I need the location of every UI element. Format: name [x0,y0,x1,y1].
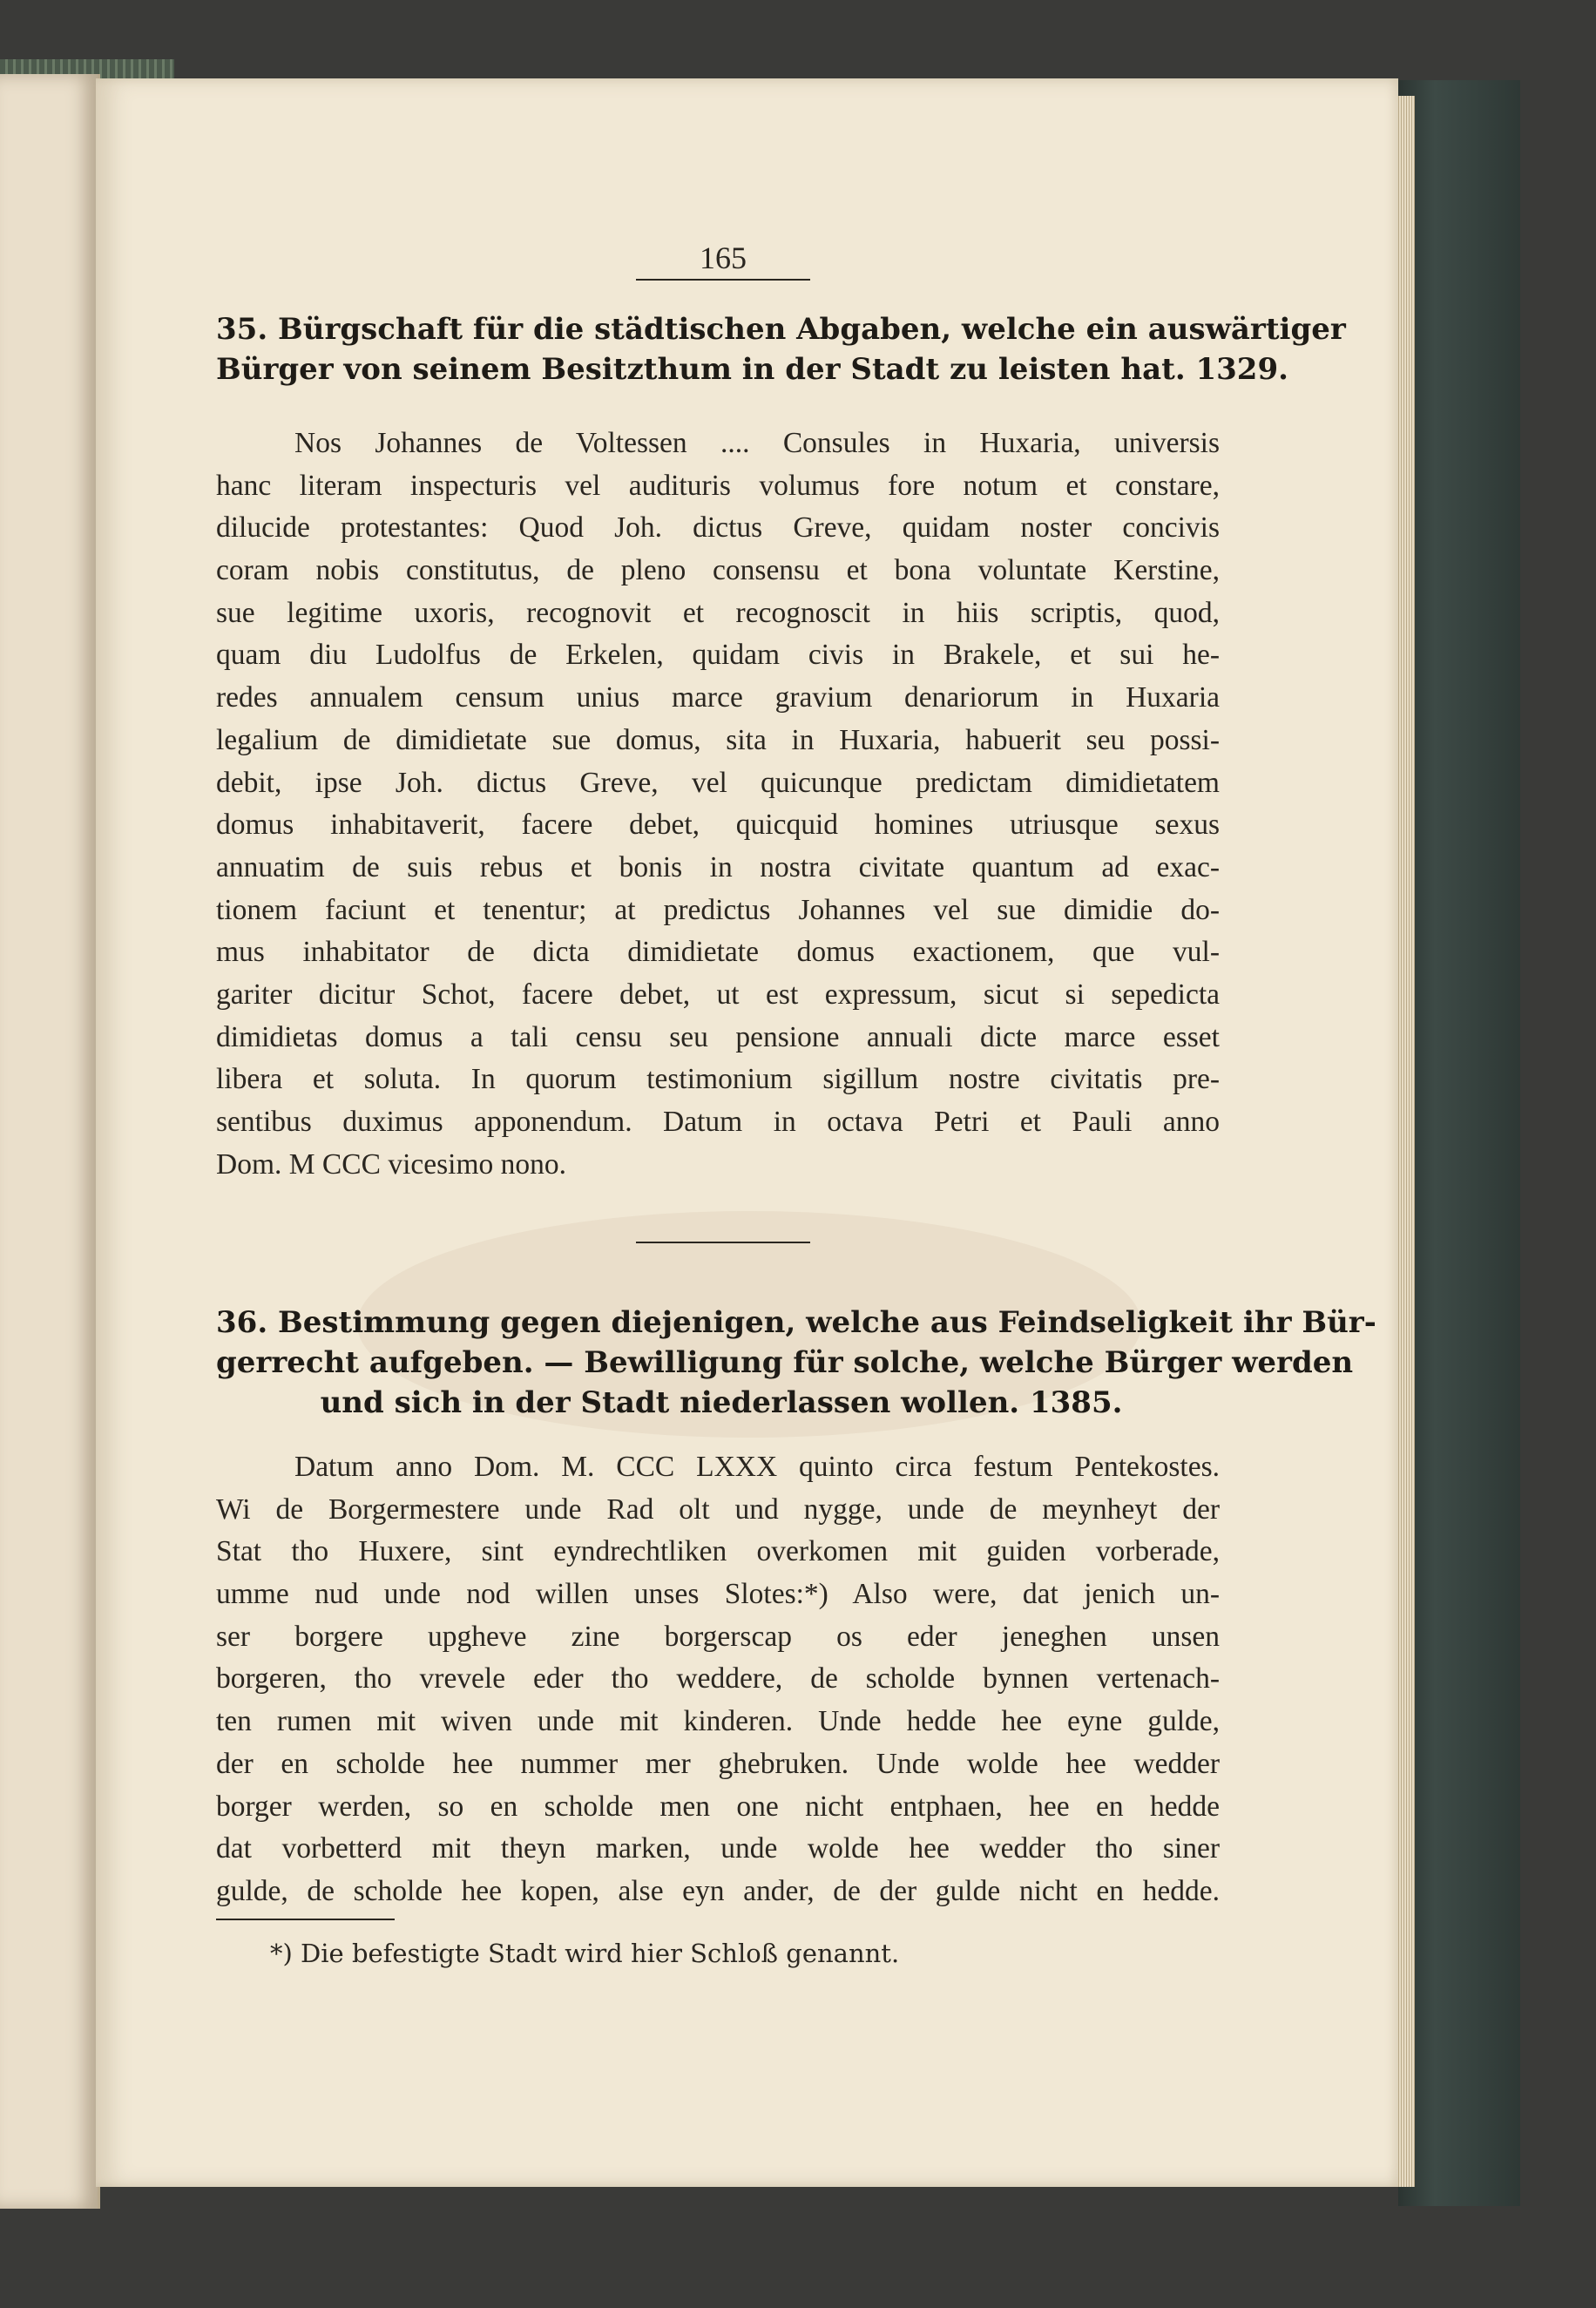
section-35-text [216,423,1220,1186]
text-line: legalium de dimidietate sue domus, sita in Huxaria, habuerit seu possi- [216,723,1220,756]
book-cover-edge [1398,80,1520,2206]
text-line: tionem faciunt et tenentur; at predictus Johannes vel sue dimidie do- [216,893,1220,926]
heading-line: 35. Bürgschaft für die städtischen Abgaben, welche ein auswärtiger [216,312,1346,347]
text-line: dilucide protestantes: Quod Joh. dictus Greve, quidam noster concivis [216,511,1220,545]
text-line: annuatim de suis rebus et bonis in nostra civitate quantum ad exac- [216,850,1220,883]
text-line: dimidietas domus a tali censu seu pensione annuali dicte marce esset [216,1020,1220,1053]
text-line: Stat tho Huxere, sint eyndrechtliken overkomen mit guiden vorberade, [216,1535,1220,1568]
section-36-heading [216,1303,1376,1423]
text-line: sue legitime uxoris, recognovit et recognoscit in hiis scriptis, quod, [216,596,1220,629]
text-line: quam diu Ludolfus de Erkelen, quidam civis in Brakele, et sui he- [216,639,1220,672]
heading-line: gerrecht aufgeben. — Bewilligung für solche, welche Bürger werden [216,1345,1354,1380]
section-divider-rule [636,1242,810,1243]
text-line: Nos Johannes de Voltessen .... Consules in Huxaria, universis [294,427,1220,459]
text-line: umme nud unde nod willen unses Slotes:*) Also were, dat jenich un- [216,1578,1220,1611]
page-number: 165 [700,240,747,275]
text-line: sentibus duximus apponendum. Datum in octava Petri et Pauli anno [216,1106,1220,1138]
text-line: Dom. M CCC vicesimo nono. [216,1147,567,1181]
footnote-rule [216,1919,395,1920]
text-line: gulde, de scholde hee kopen, alse eyn ander, de der gulde nicht en hedde. [216,1874,1220,1907]
footnote: *) Die befestigte Stadt wird hier Schloß genannt. [270,1939,900,1968]
text-line: ten rumen mit wiven unde mit kinderen. Unde hedde hee eyne gulde, [216,1705,1220,1738]
text-line: coram nobis constitutus, de pleno consensu et bona voluntate Kerstine, [216,554,1220,587]
text-line: dat vorbetterd mit theyn marken, unde wolde hee wedder tho siner [216,1832,1220,1865]
text-line: libera et soluta. In quorum testimonium sigillum nostre civitatis pre- [216,1063,1220,1096]
text-line: borgeren, tho vrevele eder tho weddere, de scholde bynnen vertenach- [216,1662,1220,1695]
text-line: gariter dicitur Schot, facere debet, ut est expressum, sicut si sepedicta [216,978,1220,1011]
page-number-rule [636,279,810,281]
heading-line: und sich in der Stadt niederlassen wollen. 1385. [320,1385,1123,1420]
text-line: der en scholde hee nummer mer ghebruken. Unde wolde hee wedder [216,1747,1220,1780]
text-line: borger werden, so en scholde men one nicht entphaen, hee en hedde [216,1790,1220,1823]
text-line: hanc literam inspecturis vel audituris volumus fore notum et constare, [216,469,1220,502]
text-line: mus inhabitator de dicta dimidietate domus exactionem, que vul- [216,936,1220,969]
text-line: ser borgere upgheve zine borgerscap os eder jeneghen unsen [216,1620,1220,1653]
text-line: debit, ipse Joh. dictus Greve, vel quicunque predictam dimidietatem [216,766,1220,799]
heading-line: Bürger von seinem Besitzthum in der Stadt zu leisten hat. 1329. [216,352,1288,387]
left-page-edge [0,74,100,2209]
text-line: redes annualem censum unius marce gravium denariorum in Huxaria [216,681,1220,714]
text-line: Wi de Borgermestere unde Rad olt und nygge, unde de meynheyt der [216,1492,1220,1526]
text-line: domus inhabitaverit, facere debet, quicquid homines utriusque sexus [216,809,1220,842]
section-36-text [216,1446,1220,1913]
text-line: Datum anno Dom. M. CCC LXXX quinto circa festum Pentekostes. [294,1451,1220,1483]
heading-line: 36. Bestimmung gegen diejenigen, welche aus Feindseligkeit ihr Bür- [216,1305,1376,1340]
section-35-heading [216,309,1346,389]
